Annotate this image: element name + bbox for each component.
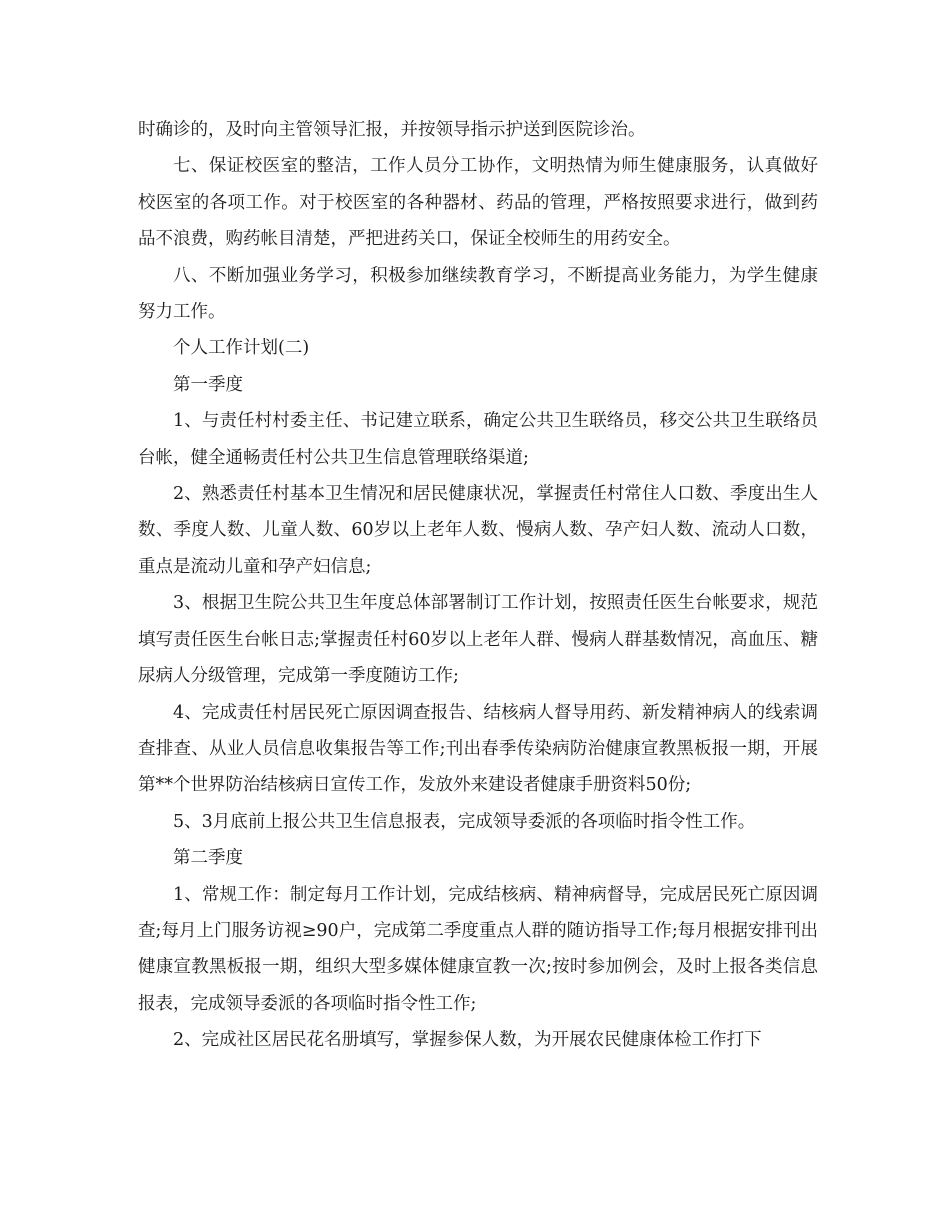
paragraph-item-seven: 七、保证校医室的整洁，工作人员分工协作，文明热情为师生健康服务，认真做好校医室的各项工作。对于校医室的各种器材、药品的管理，严格按照要求进行，做到药品不浪费，购药帐目清楚，严把进药关口，保证全校师生的用药安全。 [138, 156, 818, 250]
paragraph-q2-item-2: 2、完成社区居民花名册填写，掌握参保人数，为开展农民健康体检工作打下 [173, 1030, 762, 1051]
document-body [138, 112, 818, 1059]
paragraph-continuation: 时确诊的，及时向主管领导汇报，并按领导指示护送到医院诊治。 [138, 120, 646, 140]
subheading-first-quarter: 第一季度 [173, 374, 243, 395]
paragraph-q1-item-4: 4、完成责任村居民死亡原因调查报告、结核病人督导用药、新发精神病人的线索调查排查、从业人员信息收集报告等工作;刊出春季传染病防治健康宣教黑板报一期，开展第**个世界防治结核病日宣传工作，发放外来建设者健康手册资料50份; [138, 702, 818, 796]
subheading-second-quarter: 第二季度 [173, 848, 243, 869]
paragraph-q1-item-2: 2、熟悉责任村基本卫生情况和居民健康状况，掌握责任村常住人口数、季度出生人数、季度人数、儿童人数、60岁以上老年人数、慢病人数、孕产妇人数、流动人口数，重点是流动儿童和孕产妇信息; [138, 484, 818, 577]
paragraph-q1-item-3: 3、根据卫生院公共卫生年度总体部署制订工作计划，按照责任医生台帐要求，规范填写责任医生台帐日志;掌握责任村60岁以上老年人群、慢病人群基数情况，高血压、糖尿病人分级管理，完成第一季度随访工作; [138, 593, 818, 687]
paragraph-q1-item-1: 1、与责任村村委主任、书记建立联系，确定公共卫生联络员，移交公共卫生联络员台帐，健全通畅责任村公共卫生信息管理联络渠道; [138, 411, 818, 468]
paragraph-q1-item-5: 5、3月底前上报公共卫生信息报表，完成领导委派的各项临时指令性工作。 [173, 811, 756, 832]
section-title-plan-two: 个人工作计划(二) [173, 338, 310, 359]
paragraph-q2-item-1: 1、常规工作：制定每月工作计划，完成结核病、精神病督导，完成居民死亡原因调查;每月上门服务访视≥90户，完成第二季度重点人群的随访指导工作;每月根据安排刊出健康宣教黑板报一期，组织大型多媒体健康宣教一次;按时参加例会，及时上报各类信息报表，完成领导委派的各项临时指令性工作; [138, 884, 818, 1014]
paragraph-item-eight: 八、不断加强业务学习，积极参加继续教育学习，不断提高业务能力，为学生健康努力工作。 [138, 265, 818, 323]
